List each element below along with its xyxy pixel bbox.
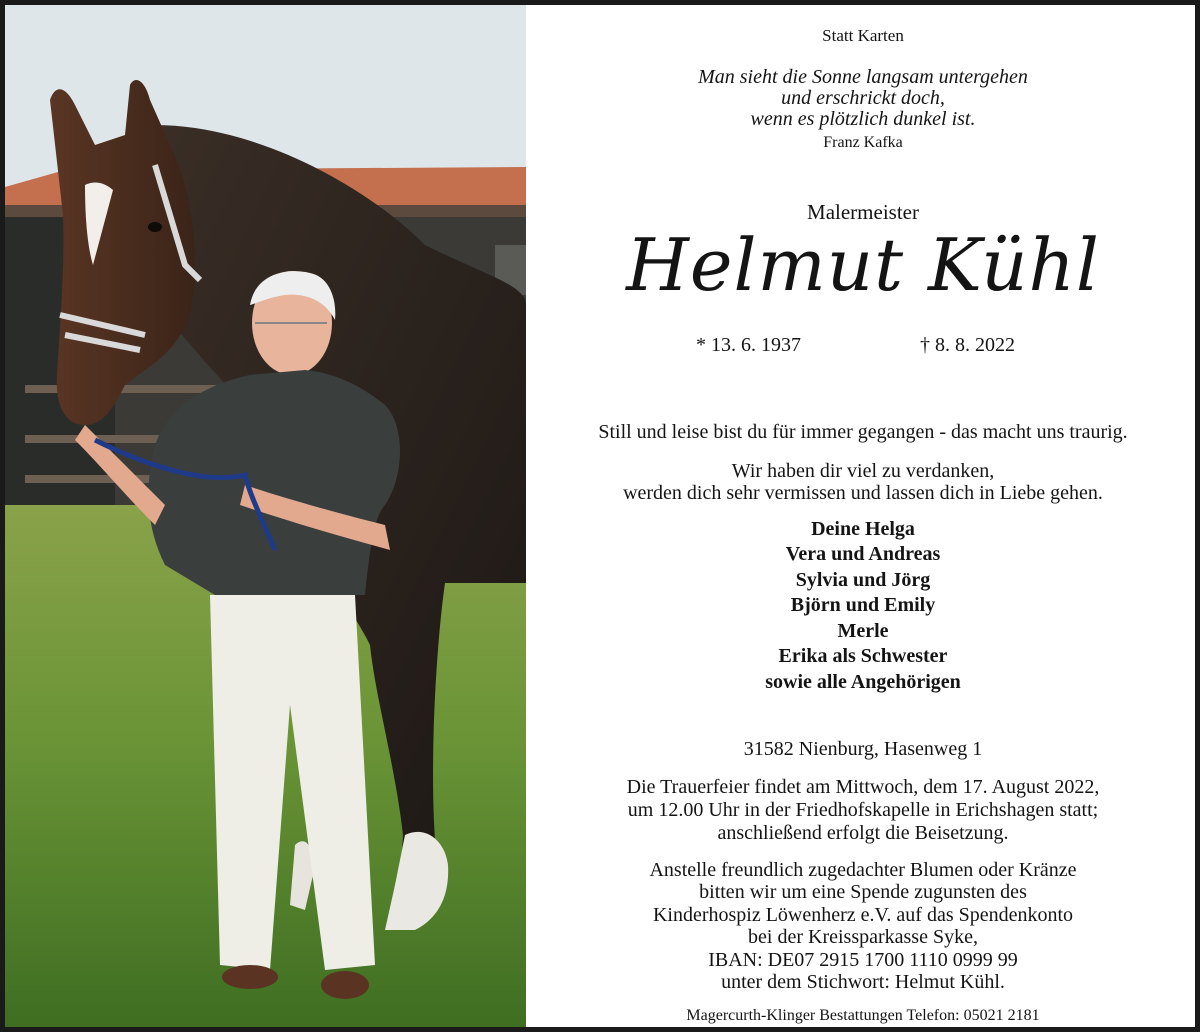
donation-line-1: Anstelle freundlich zugedachter Blumen oder Kränze bbox=[649, 859, 1077, 881]
quote-line-1: Man sieht die Sonne langsam untergehen bbox=[698, 66, 1028, 88]
donation-line-6: unter dem Stichwort: Helmut Kühl. bbox=[721, 971, 1005, 993]
deceased-name: Helmut Kühl bbox=[626, 223, 1100, 307]
funeral-line-1: Die Trauerfeier findet am Mittwoch, dem 17. August 2022, bbox=[626, 776, 1100, 798]
birth-date: * 13. 6. 1937 bbox=[696, 334, 801, 356]
address: 31582 Nienburg, Hasenweg 1 bbox=[743, 738, 983, 760]
quote-line-3: wenn es plötzlich dunkel ist. bbox=[750, 108, 976, 130]
death-date: † 8. 8. 2022 bbox=[920, 334, 1015, 356]
message-line-1: Still und leise bist du für immer gegangen - das macht uns traurig. bbox=[598, 421, 1128, 443]
funeral-line-2: um 12.00 Uhr in der Friedhofskapelle in Erichshagen statt; bbox=[627, 799, 1099, 821]
quote-line-2: und erschrickt doch, bbox=[781, 87, 945, 109]
signature-6: Erika als Schwester bbox=[778, 645, 948, 667]
profession: Malermeister bbox=[807, 200, 919, 224]
signature-7: sowie alle Angehörigen bbox=[765, 671, 961, 693]
quote-author: Franz Kafka bbox=[823, 134, 903, 151]
portrait-photo bbox=[5, 5, 526, 1027]
signature-4: Björn und Emily bbox=[790, 594, 936, 616]
donation-line-4: bei der Kreissparkasse Syke, bbox=[748, 926, 978, 948]
donation-iban: IBAN: DE07 2915 1700 1110 0999 99 bbox=[708, 949, 1018, 971]
funeral-home-footer: Magercurth-Klinger Bestattungen Telefon: 05021 2181 bbox=[686, 1007, 1040, 1024]
message-line-2: Wir haben dir viel zu verdanken, bbox=[731, 460, 995, 482]
funeral-line-3: anschließend erfolgt die Beisetzung. bbox=[717, 822, 1009, 844]
notice-text bbox=[526, 5, 1200, 1027]
statt-karten: Statt Karten bbox=[822, 26, 904, 45]
signature-2: Vera und Andreas bbox=[785, 543, 941, 565]
donation-line-2: bitten wir um eine Spende zugunsten des bbox=[699, 881, 1027, 903]
message-line-3: werden dich sehr vermissen und lassen dich in Liebe gehen. bbox=[623, 482, 1103, 504]
signature-5: Merle bbox=[837, 620, 889, 642]
donation-line-3: Kinderhospiz Löwenherz e.V. auf das Spendenkonto bbox=[652, 904, 1074, 926]
signature-1: Deine Helga bbox=[811, 518, 915, 540]
signature-3: Sylvia und Jörg bbox=[795, 569, 931, 591]
